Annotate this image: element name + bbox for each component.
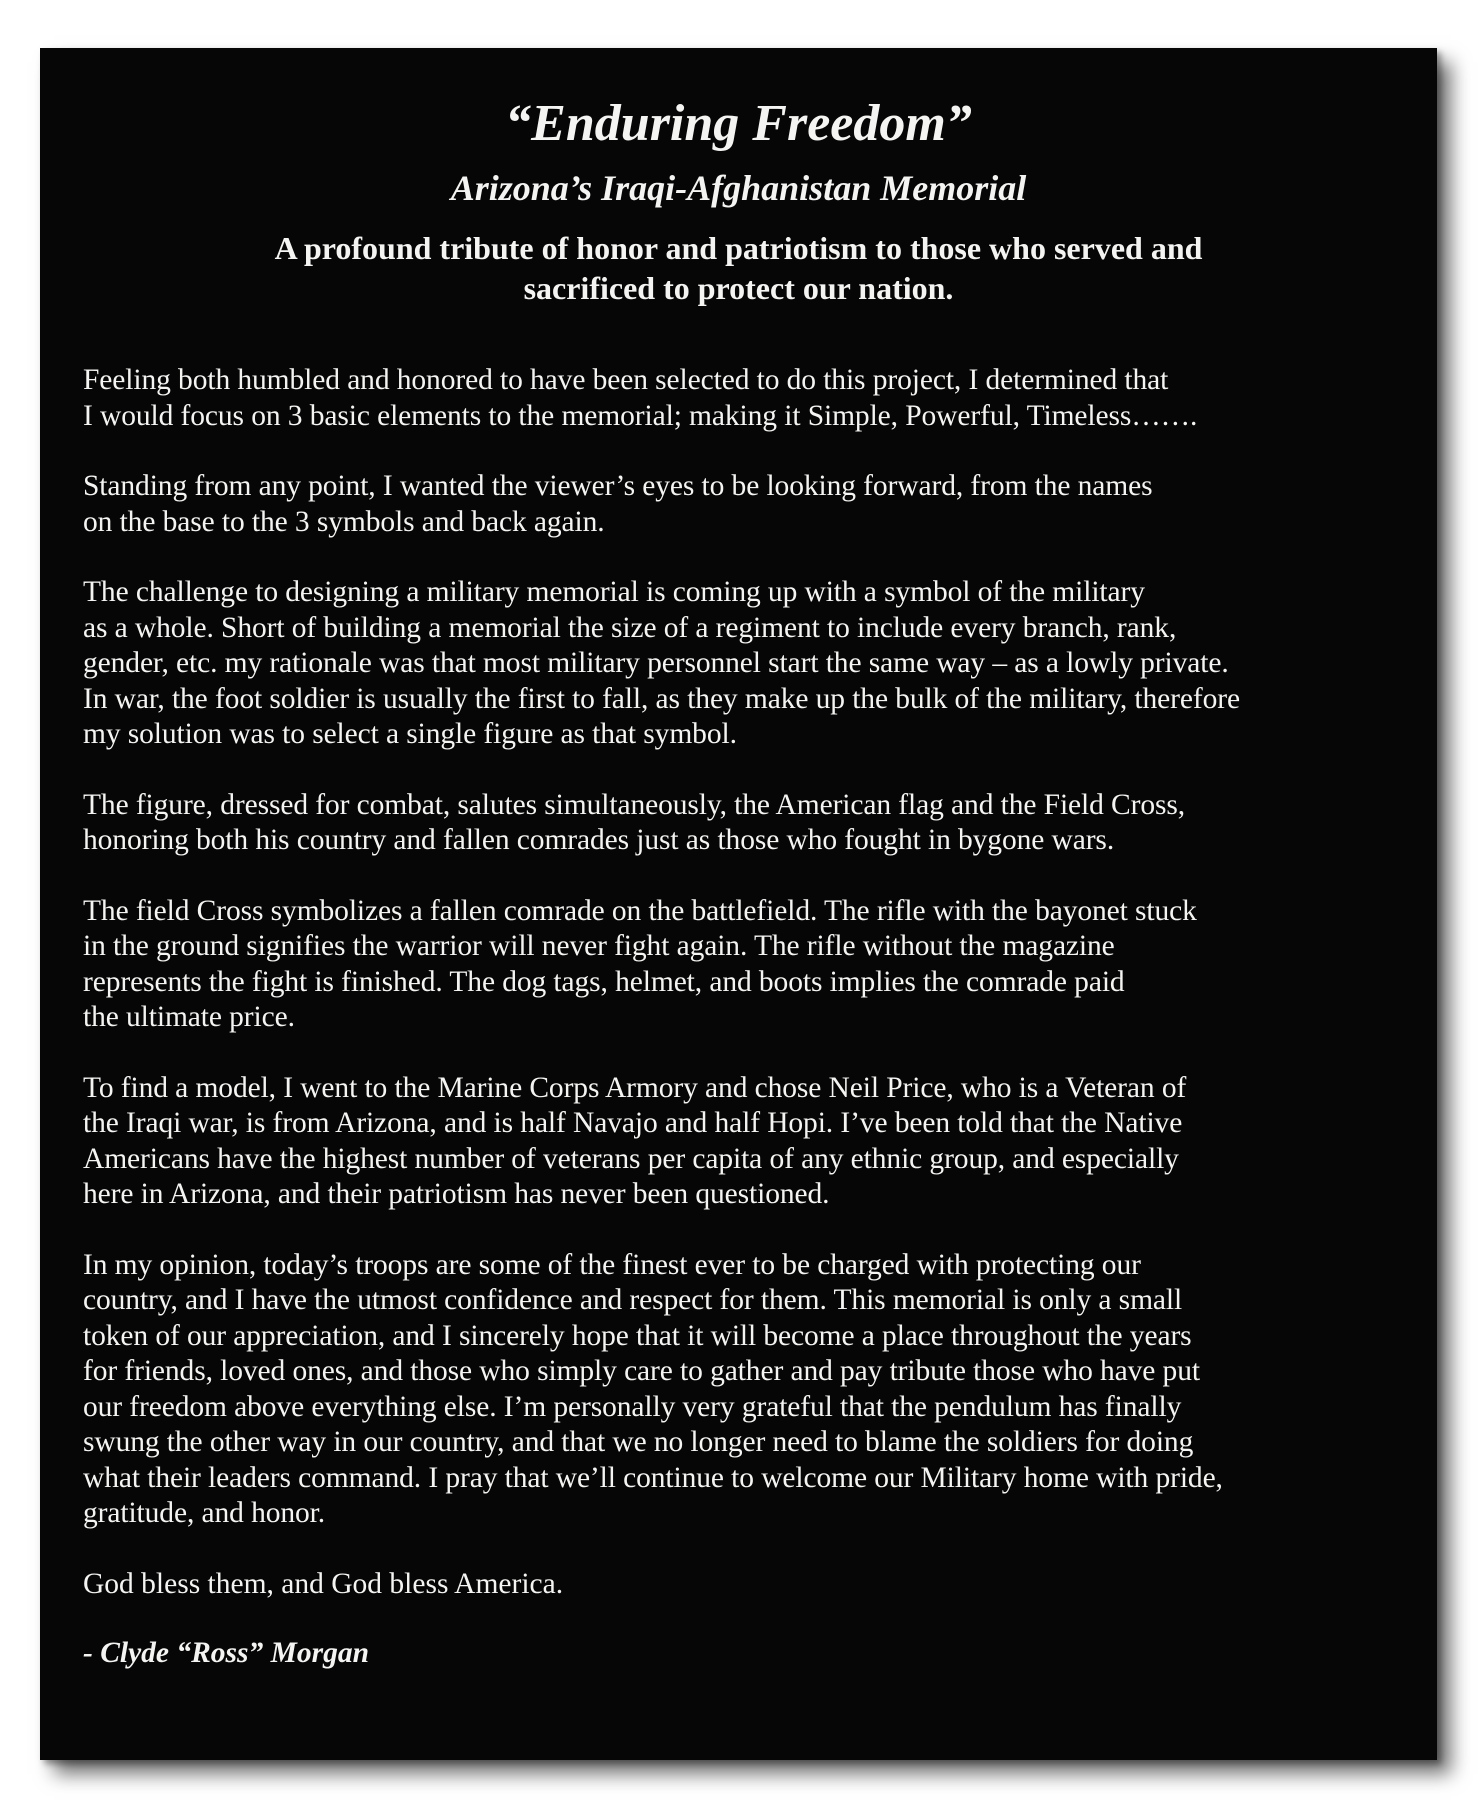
text-line: the Iraqi war, is from Arizona, and is half Navajo and half Hopi. I’ve been told that the Native xyxy=(83,1107,1183,1139)
text-line: Americans have the highest number of veterans per capita of any ethnic group, and especially xyxy=(83,1142,1179,1175)
plaque-tagline xyxy=(40,228,1437,308)
text-line: gratitude, and honor. xyxy=(83,1497,326,1529)
paragraph-figure-salute xyxy=(83,788,1433,859)
text-line: what their leaders command. I pray that we’ll continue to welcome our Military home with pride, xyxy=(83,1461,1223,1494)
author-signature: - Clyde “Ross” Morgan xyxy=(83,1637,370,1669)
text-line: Standing from any point, I wanted the viewer’s eyes to be looking forward, from the names xyxy=(83,470,1153,502)
text-line: swung the other way in our country, and that we no longer need to blame the soldiers for doing xyxy=(83,1426,1194,1458)
memorial-plaque xyxy=(40,48,1437,1760)
text-line: In my opinion, today’s troops are some of the finest ever to be charged with protecting our xyxy=(83,1248,1141,1281)
closing-blessing: God bless them, and God bless America. xyxy=(83,1567,564,1600)
paragraph-simple-powerful-timeless xyxy=(83,363,1433,434)
paragraph-military-symbol xyxy=(83,575,1433,753)
text-line: The field Cross symbolizes a fallen comrade on the battlefield. The rifle with the bayonet stuck xyxy=(83,894,1197,927)
plaque-subtitle: Arizona’s Iraqi-Afghanistan Memorial xyxy=(450,168,1027,208)
text-line: for friends, loved ones, and those who simply care to gather and pay tribute those who have put xyxy=(83,1355,1200,1387)
text-line: country, and I have the utmost confidence and respect for them. This memorial is only a small xyxy=(83,1284,1183,1316)
text-line: represents the fight is finished. The dog tags, helmet, and boots implies the comrade paid xyxy=(83,965,1125,998)
text-line: The figure, dressed for combat, salutes simultaneously, the American flag and the Field Cross, xyxy=(83,788,1186,821)
text-line: token of our appreciation, and I sincerely hope that it will become a place throughout the years xyxy=(83,1319,1192,1352)
text-line: Feeling both humbled and honored to have been selected to do this project, I determined that xyxy=(83,364,1169,396)
text-line: our freedom above everything else. I’m personally very grateful that the pendulum has finally xyxy=(83,1390,1182,1423)
text-line: The challenge to designing a military memorial is coming up with a symbol of the military xyxy=(83,576,1145,608)
text-line: as a whole. Short of building a memorial the size of a regiment to include every branch, rank, xyxy=(83,611,1177,644)
text-line: In war, the foot soldier is usually the first to fall, as they make up the bulk of the military, therefore xyxy=(83,682,1240,715)
text-line: To find a model, I went to the Marine Corps Armory and chose Neil Price, who is a Veteran of xyxy=(83,1071,1187,1104)
text-line: in the ground signifies the warrior will never fight again. The rifle without the magazine xyxy=(83,930,1115,962)
paragraph-field-cross xyxy=(83,894,1433,1036)
plaque-body xyxy=(83,363,1433,1672)
paragraph-viewer-perspective xyxy=(83,469,1433,540)
text-line: I would focus on 3 basic elements to the memorial; making it Simple, Powerful, Timeless……. xyxy=(83,399,1198,432)
text-line: on the base to the 3 symbols and back again. xyxy=(83,505,605,538)
plaque-title: “Enduring Freedom” xyxy=(505,95,972,152)
tagline-line: A profound tribute of honor and patriotism to those who served and xyxy=(274,230,1203,266)
text-line: my solution was to select a single figure as that symbol. xyxy=(83,718,737,750)
text-line: honoring both his country and fallen comrades just as those who fought in bygone wars. xyxy=(83,824,1115,856)
text-line: here in Arizona, and their patriotism has never been questioned. xyxy=(83,1178,830,1210)
paragraph-model xyxy=(83,1071,1433,1213)
text-line: the ultimate price. xyxy=(83,1001,295,1033)
text-line: gender, etc. my rationale was that most military personnel start the same way – as a lowly private. xyxy=(83,647,1229,679)
tagline-line: sacrificed to protect our nation. xyxy=(523,270,954,306)
paragraph-opinion xyxy=(83,1248,1433,1532)
